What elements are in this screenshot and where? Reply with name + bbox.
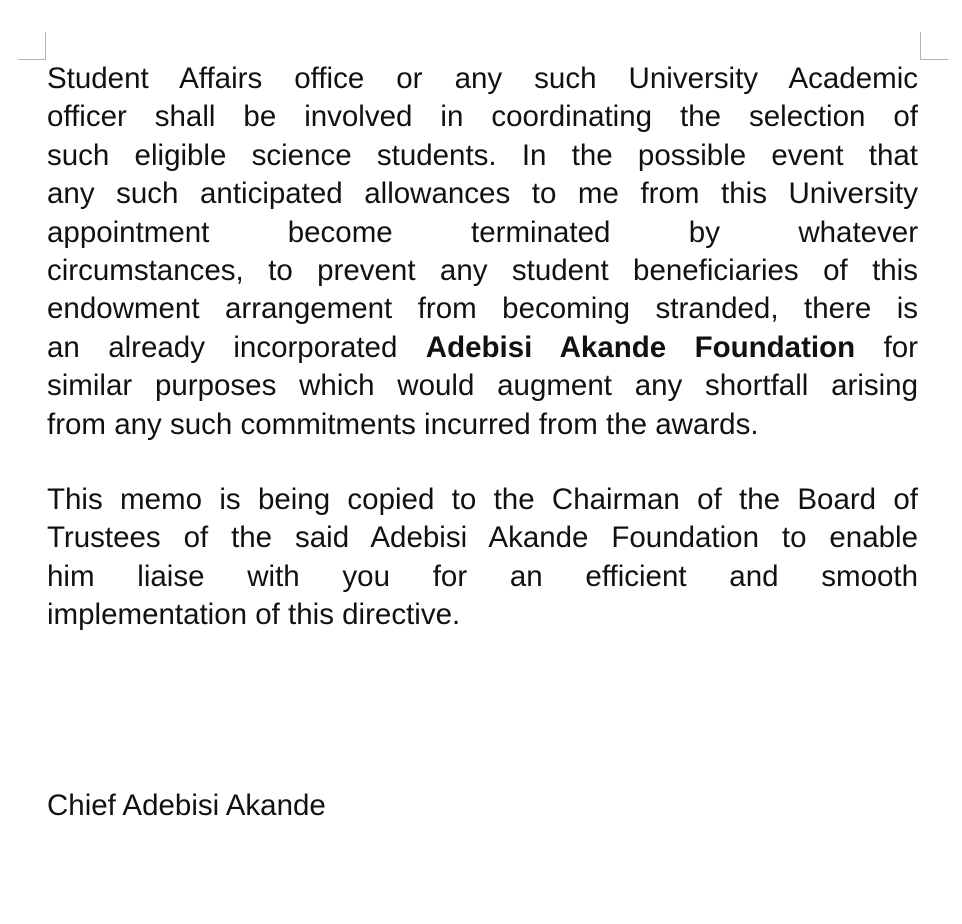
word: whatever [798,215,919,249]
foundation-name-bold: Adebisi Akande Foundation [425,330,856,364]
text-line [47,214,918,252]
text-line: endowment arrangement from becoming stranded, there is [47,292,918,326]
paragraph-1 [47,60,918,444]
left-margin-corner-mark [18,32,46,60]
paragraph-2 [47,481,918,635]
text-line [47,329,918,367]
text-segment: an already incorporated [47,330,398,364]
text-line: from any such commitments incurred from the awards. [47,407,759,441]
text-line: any such anticipated allowances to me from this University [47,177,918,211]
text-line: Student Affairs office or any such University Academic [47,62,918,95]
text-line: implementation of this directive. [47,598,461,632]
text-line: officer shall be involved in coordinating the selection of [47,100,918,134]
word: appointment [47,215,210,249]
text-line: him liaise with you for an efficient and smooth [47,559,918,593]
text-line: This memo is being copied to the Chairman of the Board of [47,483,918,516]
text-line: such eligible science students. In the possible event that [47,138,918,172]
word: become [287,215,393,249]
text-line: similar purposes which would augment any shortfall arising [47,369,918,403]
word: by [688,215,720,249]
text-segment: for [883,330,918,364]
text-line: circumstances, to prevent any student beneficiaries of this [47,253,918,287]
text-line: Trustees of the said Adebisi Akande Foundation to enable [47,521,918,555]
right-margin-corner-mark [920,32,948,60]
signature-name: Chief Adebisi Akande [47,789,326,822]
word: terminated [471,215,611,249]
